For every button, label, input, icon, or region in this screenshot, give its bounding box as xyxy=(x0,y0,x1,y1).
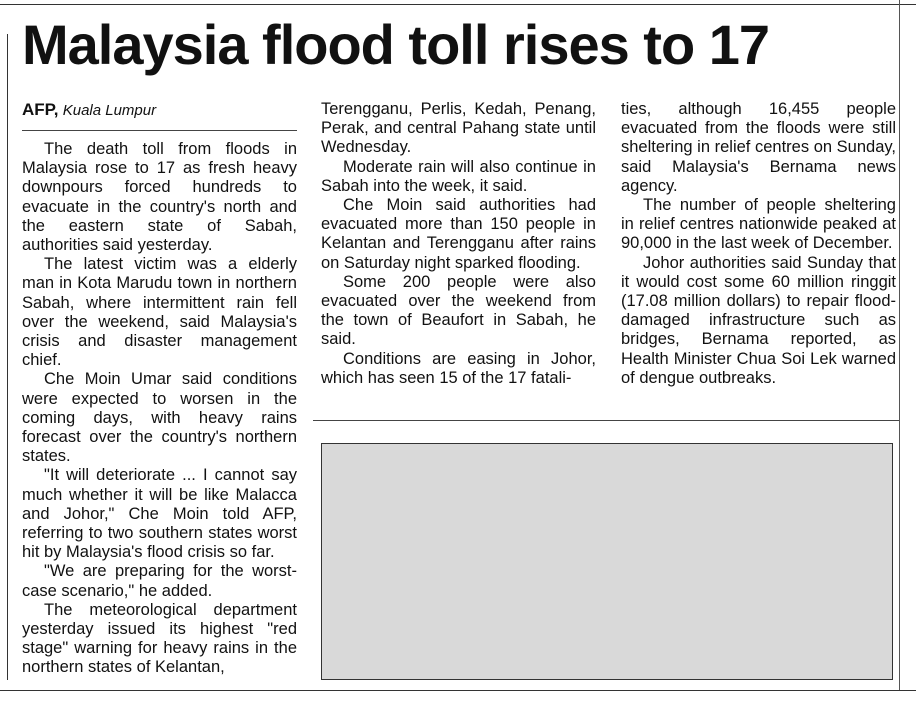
byline-location: Kuala Lumpur xyxy=(62,102,157,119)
byline-agency: AFP, xyxy=(22,100,59,119)
paragraph: Che Moin said authorities had evacuated more than 150 people in Kelantan and Terengganu after rains on Saturday night sparked flooding. xyxy=(321,196,596,272)
paragraph: The latest victim was a elderly man in Kota Marudu town in northern Sabah, where intermittent rain fell over the weekend, said Malaysia's crisis and disaster management chief. xyxy=(22,255,297,370)
byline-rule xyxy=(22,130,297,131)
top-rule xyxy=(0,4,916,5)
headline: Malaysia flood toll rises to 17 xyxy=(22,13,770,76)
byline xyxy=(22,100,297,121)
bottom-rule xyxy=(0,690,916,691)
article-column-3 xyxy=(621,100,896,388)
paragraph: Johor authorities said Sunday that it would cost some 60 million ringgit (17.08 million dollars) to repair flood-damaged infrastructure such as bridges, Bernama reported, as Health Minister Chua Soi Lek warned of dengue outbreaks. xyxy=(621,253,896,387)
paragraph: Some 200 people were also evacuated over the weekend from the town of Beaufort in Sabah, he said. xyxy=(321,272,596,349)
section-rule xyxy=(313,420,899,421)
paragraph: Che Moin Umar said conditions were expected to worsen in the coming days, with heavy rains forecast over the country's northern states. xyxy=(22,370,297,466)
paragraph: The number of people sheltering in relief centres nationwide peaked at 90,000 in the last week of December. xyxy=(621,196,896,253)
paragraph: Terengganu, Perlis, Kedah, Penang, Perak, and central Pahang state until Wednesday. xyxy=(321,100,596,157)
paragraph: ties, although 16,455 people evacuated from the floods were still sheltering in relief centres on Sunday, said Malaysia's Bernama news agency. xyxy=(621,100,896,195)
article-column-2 xyxy=(321,100,596,388)
left-rule xyxy=(7,34,8,680)
paragraph: "It will deteriorate ... I cannot say much whether it will be like Malacca and Johor," Che Moin told AFP, referring to two southern states worst hit by Malaysia's flood crisis so far. xyxy=(22,466,297,562)
photo-placeholder xyxy=(321,443,893,680)
paragraph: Moderate rain will also continue in Sabah into the week, it said. xyxy=(321,157,596,195)
paragraph: Conditions are easing in Johor, which has seen 15 of the 17 fatali- xyxy=(321,349,596,387)
paragraph: The meteorological department yesterday issued its highest "red stage" warning for heavy rains in the northern states of Kelantan, xyxy=(22,600,297,677)
paragraph: The death toll from floods in Malaysia rose to 17 as fresh heavy downpours forced hundreds to evacuate in the country's north and the eastern state of Sabah, authorities said yesterday. xyxy=(22,140,297,255)
paragraph: "We are preparing for the worst-case scenario," he added. xyxy=(22,562,297,600)
article-column-1 xyxy=(22,140,297,678)
right-rule xyxy=(899,0,900,690)
